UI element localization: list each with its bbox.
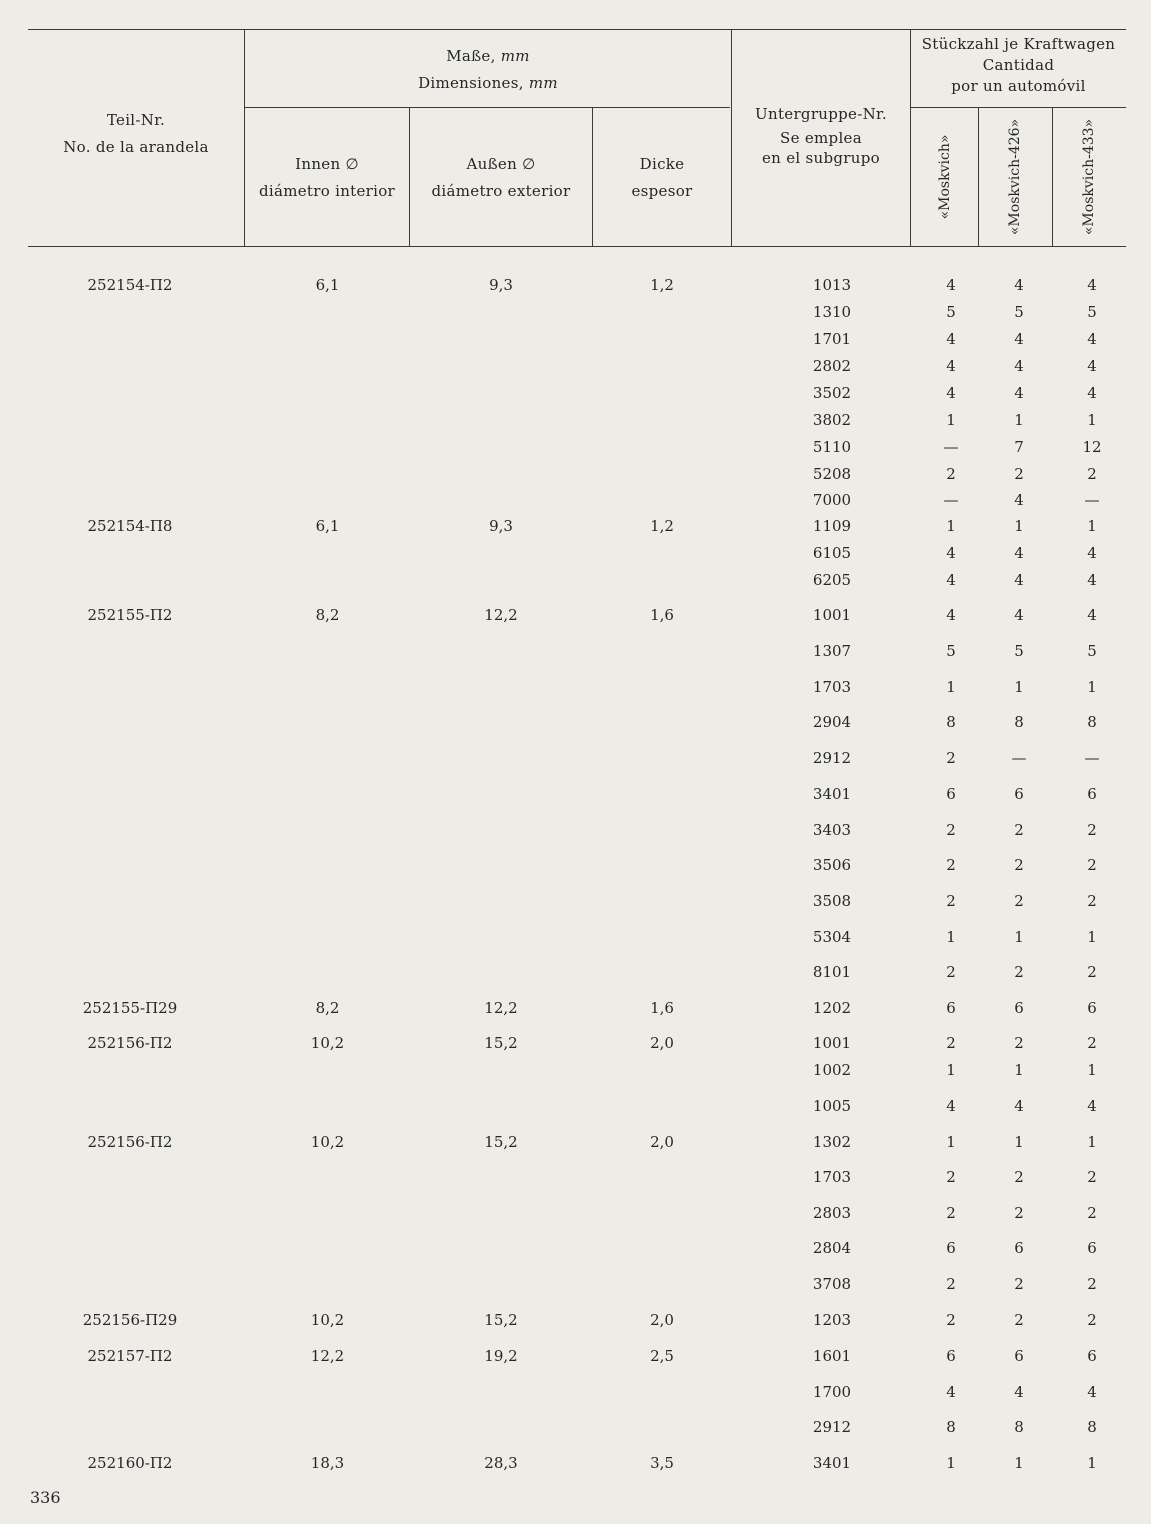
qty-moskvich-426-cell: 4: [1014, 491, 1024, 509]
dims-es-text: Dimensiones,: [418, 74, 529, 92]
subgroup-cell: 3708: [812, 1275, 852, 1293]
qty-moskvich-433-cell: 2: [1087, 856, 1097, 874]
qty-moskvich-433-cell: 4: [1087, 384, 1097, 402]
qty-moskvich-426-cell: 2: [1014, 1168, 1024, 1186]
qty-moskvich-cell: 4: [946, 571, 956, 589]
qty-moskvich-426-cell: 6: [1014, 1347, 1024, 1365]
subgroup-cell: 1001: [812, 606, 852, 624]
subgroup-cell: 1005: [812, 1097, 852, 1115]
qty-moskvich-426-cell: 2: [1014, 821, 1024, 839]
header-subgroup: [732, 101, 910, 168]
qty-moskvich-cell: 1: [946, 928, 956, 946]
part-number-cell: 252154-П8: [87, 517, 173, 535]
qty-moskvich-433-cell: 1: [1087, 928, 1097, 946]
subgroup-cell: 1203: [812, 1311, 852, 1329]
subgroup-cell: 3508: [812, 892, 852, 910]
qty-moskvich-426-cell: 5: [1014, 642, 1024, 660]
qty-moskvich-cell: 2: [946, 1311, 956, 1329]
header-dimensions: [245, 43, 731, 97]
header-part-no-es: No. de la arandela: [63, 138, 209, 156]
table-top-rule: [28, 29, 1126, 30]
subgroup-cell: 7000: [812, 491, 852, 509]
header-subgroup-es1: Se emplea: [780, 129, 862, 147]
qty-moskvich-426-cell: 8: [1014, 713, 1024, 731]
col-rule-6: [978, 107, 979, 246]
qty-moskvich-433-cell: 2: [1087, 821, 1097, 839]
outer-diameter-cell: 28,3: [484, 1454, 518, 1472]
qty-moskvich-433-cell: 2: [1087, 465, 1097, 483]
qty-moskvich-cell: 2: [946, 749, 956, 767]
qty-moskvich-cell: 4: [946, 1097, 956, 1115]
qty-moskvich-433-cell: 6: [1087, 1347, 1097, 1365]
part-number-cell: 252156-П29: [82, 1311, 178, 1329]
subgroup-cell: 1001: [812, 1034, 852, 1052]
qty-moskvich-426-cell: 2: [1014, 1204, 1024, 1222]
qty-moskvich-426-cell: 4: [1014, 606, 1024, 624]
qty-moskvich-cell: 2: [946, 1168, 956, 1186]
inner-diameter-cell: 12,2: [310, 1347, 345, 1365]
qty-moskvich-426-cell: 1: [1014, 928, 1024, 946]
thickness-cell: 1,2: [650, 517, 674, 535]
qty-moskvich-cell: 5: [946, 303, 956, 321]
header-outer-es: diámetro exterior: [431, 182, 571, 200]
thickness-cell: 2,5: [650, 1347, 674, 1365]
header-model-moskvich-426: «Moskvich-426»: [1007, 118, 1023, 236]
qty-moskvich-cell: 6: [946, 999, 956, 1017]
subgroup-cell: 2904: [812, 713, 852, 731]
qty-moskvich-426-cell: 8: [1014, 1418, 1024, 1436]
qty-moskvich-426-cell: 4: [1014, 571, 1024, 589]
qty-moskvich-cell: 5: [946, 642, 956, 660]
part-number-cell: 252156-П2: [87, 1034, 173, 1052]
subgroup-cell: 1013: [812, 276, 852, 294]
subgroup-cell: 3802: [812, 411, 852, 429]
header-thickness: [593, 151, 731, 205]
qty-moskvich-426-cell: 1: [1014, 1133, 1024, 1151]
qty-moskvich-cell: 8: [946, 1418, 956, 1436]
outer-diameter-cell: 12,2: [484, 606, 518, 624]
qty-moskvich-433-cell: 2: [1087, 1168, 1097, 1186]
subgroup-cell: 1302: [812, 1133, 852, 1151]
part-number-cell: 252155-П29: [82, 999, 178, 1017]
qty-moskvich-426-cell: 1: [1014, 517, 1024, 535]
subgroup-cell: 1701: [812, 330, 852, 348]
subgroup-cell: 3403: [812, 821, 852, 839]
qty-moskvich-426-cell: 5: [1014, 303, 1024, 321]
inner-diameter-cell: 6,1: [315, 517, 340, 535]
header-part-no-de: Teil-Nr.: [106, 111, 166, 129]
qty-moskvich-433-cell: 1: [1087, 1061, 1097, 1079]
qty-moskvich-426-cell: 2: [1014, 465, 1024, 483]
subgroup-cell: 3401: [812, 1454, 852, 1472]
subgroup-cell: 3502: [812, 384, 852, 402]
qty-moskvich-433-cell: 2: [1087, 1275, 1097, 1293]
qty-moskvich-cell: 8: [946, 713, 956, 731]
qty-moskvich-426-cell: 4: [1014, 1383, 1024, 1401]
subgroup-cell: 2802: [812, 357, 852, 375]
dims-de-unit: mm: [500, 47, 530, 65]
subgroup-cell: 2912: [812, 749, 852, 767]
thickness-cell: 2,0: [650, 1133, 674, 1151]
qty-moskvich-cell: —: [943, 438, 959, 456]
header-thick-es: espesor: [631, 182, 693, 200]
subgroup-cell: 1310: [812, 303, 852, 321]
inner-diameter-cell: 8,2: [315, 606, 340, 624]
qty-moskvich-433-cell: 4: [1087, 544, 1097, 562]
qty-moskvich-433-cell: 8: [1087, 1418, 1097, 1436]
qty-moskvich-cell: 1: [946, 1454, 956, 1472]
qty-moskvich-426-cell: 2: [1014, 892, 1024, 910]
subgroup-cell: 1109: [812, 517, 852, 535]
qty-moskvich-cell: 2: [946, 821, 956, 839]
inner-diameter-cell: 6,1: [315, 276, 340, 294]
qty-moskvich-433-cell: 5: [1087, 642, 1097, 660]
qty-moskvich-433-cell: 1: [1087, 678, 1097, 696]
outer-diameter-cell: 12,2: [484, 999, 518, 1017]
subgroup-cell: 1601: [812, 1347, 852, 1365]
qty-moskvich-cell: 2: [946, 1034, 956, 1052]
inner-diameter-cell: 10,2: [310, 1133, 345, 1151]
qty-moskvich-cell: 4: [946, 1383, 956, 1401]
qty-moskvich-cell: 6: [946, 1239, 956, 1257]
dims-de-text: Maße,: [446, 47, 501, 65]
inner-diameter-cell: 10,2: [310, 1034, 345, 1052]
subgroup-cell: 2804: [812, 1239, 852, 1257]
header-part-no: [28, 107, 244, 161]
qty-moskvich-426-cell: 4: [1014, 357, 1024, 375]
qty-moskvich-433-cell: 2: [1087, 1311, 1097, 1329]
qty-moskvich-433-cell: 1: [1087, 517, 1097, 535]
qty-moskvich-426-cell: 2: [1014, 963, 1024, 981]
dims-es-unit: mm: [528, 74, 558, 92]
subgroup-cell: 2912: [812, 1418, 852, 1436]
outer-diameter-cell: 15,2: [484, 1311, 518, 1329]
qty-moskvich-433-cell: 6: [1087, 999, 1097, 1017]
qty-moskvich-426-cell: 1: [1014, 411, 1024, 429]
header-outer-de: Außen ∅: [466, 155, 536, 173]
subgroup-cell: 8101: [812, 963, 852, 981]
subgroup-cell: 6205: [812, 571, 852, 589]
outer-diameter-cell: 9,3: [489, 517, 513, 535]
header-qty-es2: por un automóvil: [951, 77, 1086, 95]
col-rule-7: [1052, 107, 1053, 246]
thickness-cell: 1,2: [650, 276, 674, 294]
subgroup-cell: 1202: [812, 999, 852, 1017]
qty-moskvich-433-cell: 2: [1087, 1204, 1097, 1222]
inner-diameter-cell: 18,3: [310, 1454, 345, 1472]
thickness-cell: 2,0: [650, 1034, 674, 1052]
qty-moskvich-426-cell: 4: [1014, 384, 1024, 402]
header-quantity: [911, 34, 1126, 97]
thickness-cell: 1,6: [650, 606, 674, 624]
qty-moskvich-433-cell: 4: [1087, 1097, 1097, 1115]
header-outer-diameter: [410, 151, 592, 205]
qty-moskvich-cell: 4: [946, 606, 956, 624]
header-subgroup-es2: en el subgrupo: [762, 149, 880, 167]
qty-moskvich-433-cell: 4: [1087, 330, 1097, 348]
thickness-cell: 2,0: [650, 1311, 674, 1329]
qty-moskvich-426-cell: 1: [1014, 678, 1024, 696]
dims-divider-rule: [245, 107, 730, 108]
qty-moskvich-cell: 2: [946, 856, 956, 874]
qty-moskvich-426-cell: 2: [1014, 1034, 1024, 1052]
thickness-cell: 3,5: [650, 1454, 674, 1472]
header-model-moskvich: «Moskvich»: [937, 134, 953, 220]
qty-moskvich-cell: 4: [946, 544, 956, 562]
header-subgroup-de: Untergruppe-Nr.: [755, 105, 887, 123]
qty-moskvich-cell: 2: [946, 1204, 956, 1222]
qty-moskvich-cell: 6: [946, 1347, 956, 1365]
qty-moskvich-433-cell: 1: [1087, 1133, 1097, 1151]
qty-moskvich-433-cell: 4: [1087, 357, 1097, 375]
inner-diameter-cell: 10,2: [310, 1311, 345, 1329]
subgroup-cell: 6105: [812, 544, 852, 562]
thickness-cell: 1,6: [650, 999, 674, 1017]
qty-moskvich-433-cell: 4: [1087, 276, 1097, 294]
header-inner-es: diámetro interior: [258, 182, 396, 200]
qty-moskvich-cell: 6: [946, 785, 956, 803]
header-qty-de: Stückzahl je Kraftwagen: [921, 35, 1116, 53]
qty-moskvich-426-cell: 6: [1014, 785, 1024, 803]
part-number-cell: 252157-П2: [87, 1347, 173, 1365]
qty-moskvich-426-cell: 4: [1014, 1097, 1024, 1115]
inner-diameter-cell: 8,2: [315, 999, 340, 1017]
qty-moskvich-433-cell: —: [1084, 749, 1100, 767]
subgroup-cell: 1002: [812, 1061, 852, 1079]
qty-moskvich-cell: 1: [946, 1061, 956, 1079]
qty-moskvich-426-cell: 6: [1014, 999, 1024, 1017]
qty-moskvich-426-cell: 4: [1014, 276, 1024, 294]
qty-moskvich-433-cell: 2: [1087, 1034, 1097, 1052]
qty-moskvich-433-cell: 6: [1087, 1239, 1097, 1257]
header-inner-diameter: [245, 151, 409, 205]
outer-diameter-cell: 15,2: [484, 1034, 518, 1052]
qty-moskvich-426-cell: 2: [1014, 856, 1024, 874]
qty-moskvich-433-cell: 8: [1087, 713, 1097, 731]
qty-moskvich-426-cell: 2: [1014, 1311, 1024, 1329]
subgroup-cell: 3401: [812, 785, 852, 803]
qty-moskvich-426-cell: —: [1011, 749, 1027, 767]
qty-moskvich-426-cell: 4: [1014, 544, 1024, 562]
qty-moskvich-433-cell: 2: [1087, 892, 1097, 910]
qty-moskvich-cell: 4: [946, 357, 956, 375]
qty-moskvich-cell: 2: [946, 892, 956, 910]
qty-moskvich-cell: —: [943, 491, 959, 509]
qty-moskvich-433-cell: 1: [1087, 411, 1097, 429]
qty-moskvich-433-cell: —: [1084, 491, 1100, 509]
qty-moskvich-cell: 4: [946, 384, 956, 402]
header-dims-de: [245, 43, 731, 70]
subgroup-cell: 5110: [812, 438, 852, 456]
qty-moskvich-433-cell: 2: [1087, 963, 1097, 981]
part-number-cell: 252154-П2: [87, 276, 173, 294]
header-dims-es: [245, 70, 731, 97]
qty-moskvich-426-cell: 2: [1014, 1275, 1024, 1293]
part-number-cell: 252156-П2: [87, 1133, 173, 1151]
subgroup-cell: 3506: [812, 856, 852, 874]
subgroup-cell: 2803: [812, 1204, 852, 1222]
page-number: 336: [30, 1488, 61, 1507]
header-model-moskvich-433: «Moskvich-433»: [1081, 118, 1097, 236]
qty-moskvich-433-cell: 5: [1087, 303, 1097, 321]
subgroup-cell: 5208: [812, 465, 852, 483]
qty-moskvich-426-cell: 6: [1014, 1239, 1024, 1257]
outer-diameter-cell: 15,2: [484, 1133, 518, 1151]
header-inner-de: Innen ∅: [295, 155, 359, 173]
outer-diameter-cell: 9,3: [489, 276, 513, 294]
qty-moskvich-cell: 1: [946, 411, 956, 429]
qty-moskvich-433-cell: 1: [1087, 1454, 1097, 1472]
qty-moskvich-426-cell: 1: [1014, 1454, 1024, 1472]
qty-moskvich-cell: 4: [946, 330, 956, 348]
qty-moskvich-cell: 1: [946, 678, 956, 696]
qty-moskvich-426-cell: 1: [1014, 1061, 1024, 1079]
qty-moskvich-cell: 2: [946, 1275, 956, 1293]
part-number-cell: 252155-П2: [87, 606, 173, 624]
qty-moskvich-433-cell: 12: [1082, 438, 1102, 456]
subgroup-cell: 1703: [812, 1168, 852, 1186]
header-qty-es1: Cantidad: [982, 56, 1055, 74]
outer-diameter-cell: 19,2: [484, 1347, 518, 1365]
subgroup-cell: 1703: [812, 678, 852, 696]
header-thick-de: Dicke: [639, 155, 685, 173]
qty-moskvich-cell: 2: [946, 963, 956, 981]
qty-moskvich-cell: 1: [946, 517, 956, 535]
subgroup-cell: 1307: [812, 642, 852, 660]
qty-moskvich-433-cell: 4: [1087, 606, 1097, 624]
qty-moskvich-433-cell: 6: [1087, 785, 1097, 803]
qty-moskvich-426-cell: 7: [1014, 438, 1024, 456]
qty-moskvich-cell: 1: [946, 1133, 956, 1151]
qty-moskvich-cell: 2: [946, 465, 956, 483]
subgroup-cell: 5304: [812, 928, 852, 946]
part-number-cell: 252160-П2: [87, 1454, 173, 1472]
header-bottom-rule: [28, 246, 1126, 247]
qty-moskvich-433-cell: 4: [1087, 571, 1097, 589]
subgroup-cell: 1700: [812, 1383, 852, 1401]
qty-moskvich-426-cell: 4: [1014, 330, 1024, 348]
qty-moskvich-cell: 4: [946, 276, 956, 294]
qty-moskvich-433-cell: 4: [1087, 1383, 1097, 1401]
